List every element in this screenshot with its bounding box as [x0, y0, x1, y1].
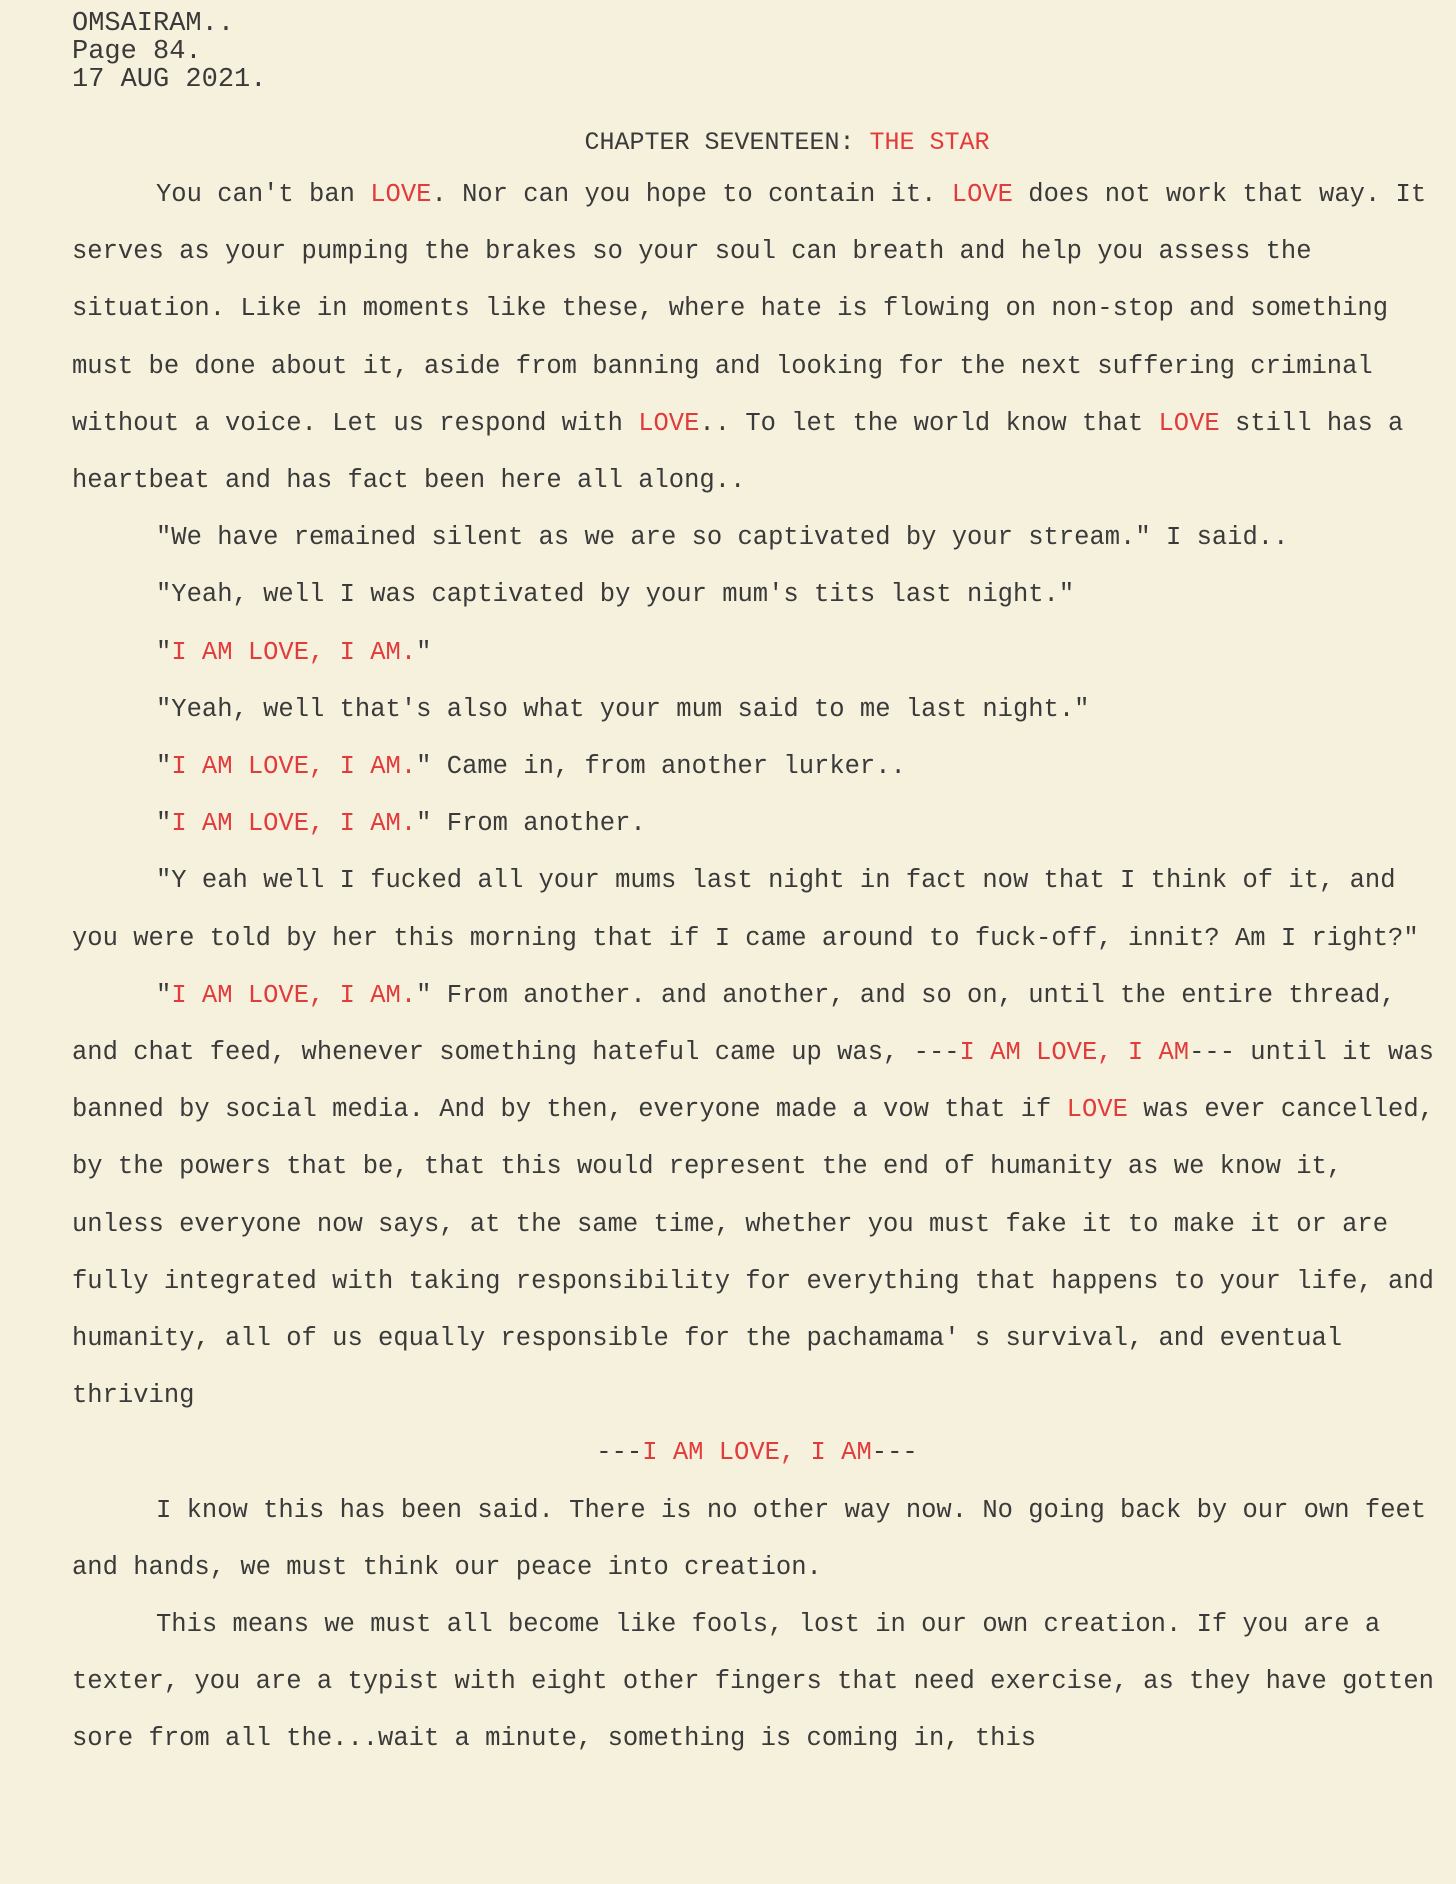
- chapter-title-prefix: CHAPTER SEVENTEEN:: [584, 128, 870, 157]
- dialogue-line: "Yeah, well I was captivated by your mum's tits last night.": [156, 580, 1075, 610]
- text-run: does not work that way. It serves as your pumping the brakes so your soul can breath and help you assess the situation. Like in moments like these, where hate is flowing on non-stop and something must be done about it, aside from banning and looking for the next suffering criminal without a voice. Let us respond with: [72, 180, 1427, 438]
- dash: ---: [596, 1438, 643, 1468]
- refrain: I AM LOVE, I AM.: [171, 980, 417, 1010]
- centered-chant: [72, 1424, 1442, 1481]
- chant: I AM LOVE, I AM: [959, 1038, 1190, 1068]
- header-line-page: Page 84.: [72, 37, 202, 67]
- text-run: " From another. and another, and so on, until the entire thread, and chat feed, whenever something hateful came up was, ---: [72, 980, 1396, 1068]
- paragraph: This means we must all become like fools, lost in our own creation. If you are a texter, you are a typist with eight other fingers that need exercise, as they have gotten sore from all the...wait a minute, something is coming in, this: [72, 1610, 1434, 1754]
- paragraph-chant: "I AM LOVE, I AM." From another. and another, and so on, until the entire thread, and chat feed, whenever something hateful came up was, ---I AM LOVE, I AM--- until it was banned by social media. And by then, everyone made a vow that if LOVE was ever cancelled, by the powers that be, that this would represent the end of humanity as we know it, unless everyone now says, at the same time, whether you must fake it to make it or are fully integrated with taking responsibility for everything that happens to your life, and humanity, all of us equally responsible for the pachamama' s survival, and eventual thriving: [72, 980, 1434, 1411]
- text-run: was ever cancelled, by the powers that be, that this would represent the end of humanity as we know it, unless everyone now says, at the same time, whether you must fake it to make it or are fully integrated with taking responsibility for everything that happens to your life, and humanity, all of us equally responsible for the pachamama' s survival, and eventual thriving: [72, 1095, 1434, 1411]
- dialogue-line: "I AM LOVE, I AM." From another.: [156, 809, 646, 839]
- chant: I AM LOVE, I AM: [642, 1438, 872, 1468]
- love-word: LOVE: [638, 408, 700, 438]
- text-run: .. To let the world know that: [699, 408, 1159, 438]
- text-run: " From another.: [416, 809, 646, 839]
- love-word: LOVE: [951, 180, 1013, 209]
- love-word: LOVE: [1158, 408, 1220, 438]
- chapter-title-highlight: THE STAR: [869, 128, 990, 157]
- paragraph: I know this has been said. There is no other way now. No going back by our own feet and hands, we must think our peace into creation.: [72, 1495, 1427, 1582]
- text-run: " Came in, from another lurker..: [416, 752, 906, 782]
- text-run: still has a heartbeat and has fact been here all along..: [72, 408, 1404, 496]
- dialogue-line: "Yeah, well that's also what your mum said to me last night.": [156, 694, 1090, 724]
- dialogue-line: "We have remained silent as we are so captivated by your stream." I said..: [156, 523, 1289, 553]
- refrain: I AM LOVE, I AM.: [171, 637, 417, 667]
- page-header: [72, 10, 1442, 94]
- text-run: --- until it was banned by social media. And by then, everyone made a vow that if: [72, 1038, 1434, 1125]
- love-word: LOVE: [1066, 1095, 1128, 1125]
- chapter-title: [72, 128, 1442, 158]
- header-line-date: 17 AUG 2021.: [72, 65, 267, 95]
- dialogue-line: "I AM LOVE, I AM.": [156, 637, 432, 667]
- dialogue-line: "Y eah well I fucked all your mums last night in fact now that I think of it, and you were told by her this morning that if I came around to fuck-off, innit? Am I right?": [72, 866, 1419, 953]
- dialogue-line: "I AM LOVE, I AM." Came in, from another lurker..: [156, 752, 906, 782]
- love-word: LOVE: [370, 180, 432, 209]
- header-line-omsairam: OMSAIRAM..: [72, 9, 235, 39]
- refrain: I AM LOVE, I AM.: [171, 752, 417, 782]
- refrain: I AM LOVE, I AM.: [171, 809, 417, 839]
- paragraph-love: [72, 166, 1442, 509]
- text-run: You can't ban: [156, 180, 371, 209]
- text-run: . Nor can you hope to contain it.: [431, 180, 952, 209]
- dash: ---: [871, 1438, 918, 1468]
